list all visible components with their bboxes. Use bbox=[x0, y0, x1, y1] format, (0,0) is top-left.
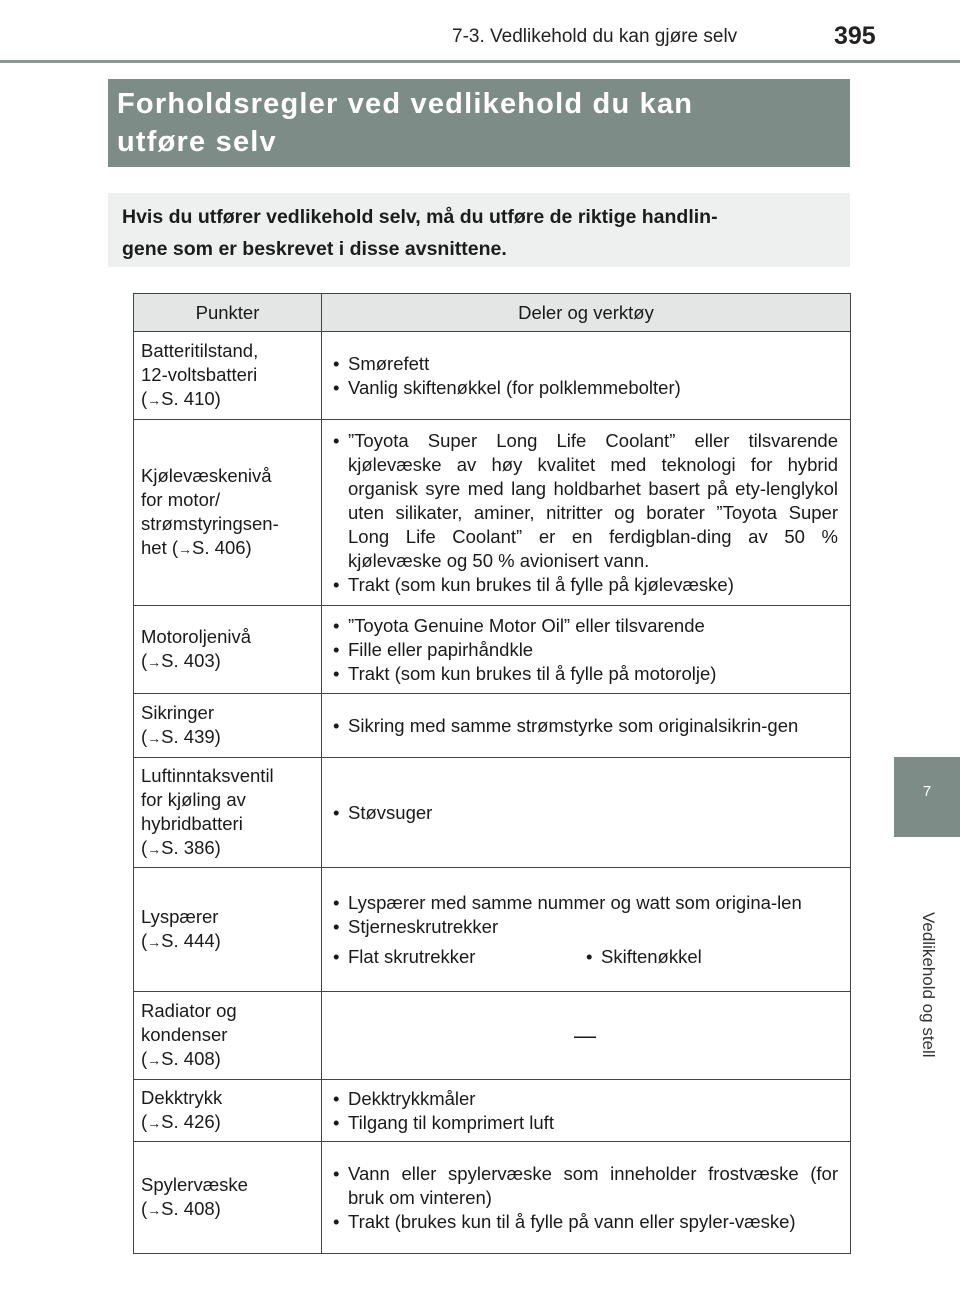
item-name: Kjølevæskenivå bbox=[141, 465, 272, 486]
page-ref-text: S. 410) bbox=[161, 388, 221, 409]
page-reference: (→S. 439) bbox=[141, 726, 221, 747]
page-reference: (→S. 410) bbox=[141, 388, 221, 409]
header-rule bbox=[0, 60, 960, 63]
arrow-icon: → bbox=[147, 654, 162, 670]
intro-line2: gene som er beskrevet i disse avsnittene. bbox=[122, 238, 507, 260]
item-name: Motoroljenivå bbox=[141, 626, 252, 647]
item-name: for motor/ bbox=[141, 489, 221, 510]
item-name: Sikringer bbox=[141, 702, 214, 723]
tools-cell bbox=[322, 992, 851, 1080]
list-item: • Lyspærer med samme nummer og watt som origina-len bbox=[332, 891, 838, 915]
item-name: Batteritilstand, bbox=[141, 340, 259, 361]
no-tools-dash: — bbox=[574, 1022, 596, 1048]
item-cell bbox=[134, 332, 322, 420]
arrow-icon: → bbox=[147, 1115, 162, 1131]
arrow-icon: → bbox=[147, 1202, 162, 1218]
page-ref-text: S. 408) bbox=[161, 1198, 221, 1219]
chapter-number: 7 bbox=[922, 783, 932, 800]
item-name: het ( bbox=[141, 537, 179, 558]
page-reference: (→S. 403) bbox=[141, 650, 221, 671]
item-name: strømstyringsen- bbox=[141, 513, 279, 534]
list-item: • Trakt (brukes kun til å fylle på vann eller spyler-væske) bbox=[332, 1210, 838, 1234]
table-row bbox=[134, 868, 851, 992]
page-title-line1: Forholdsregler ved vedlikehold du kan bbox=[117, 88, 694, 120]
item-cell bbox=[134, 606, 322, 694]
table-row bbox=[134, 992, 851, 1080]
page-reference bbox=[141, 536, 313, 561]
item-cell bbox=[134, 1080, 322, 1142]
item-name: hybridbatteri bbox=[141, 813, 243, 834]
intro-line1: Hvis du utfører vedlikehold selv, må du utføre de riktige handlin- bbox=[122, 206, 718, 228]
item-name: 12-voltsbatteri bbox=[141, 364, 258, 385]
item-cell bbox=[134, 758, 322, 868]
list-item: • Stjerneskrutrekker bbox=[332, 915, 838, 939]
arrow-icon: → bbox=[147, 934, 162, 950]
item-cell bbox=[134, 694, 322, 758]
page-reference: (→S. 444) bbox=[141, 930, 221, 951]
page-ref-text: S. 426) bbox=[161, 1111, 221, 1132]
page-number: 395 bbox=[834, 22, 876, 50]
item-name: Luftinntaksventil bbox=[141, 765, 274, 786]
page-ref-text: S. 403) bbox=[161, 650, 221, 671]
list-item: • Fille eller papirhåndkle bbox=[332, 638, 838, 662]
item-name: Radiator og bbox=[141, 1000, 237, 1021]
list-item: • Flat skrutrekker bbox=[332, 945, 585, 969]
list-item: • Trakt (som kun brukes til å fylle på kjølevæske) bbox=[332, 573, 838, 597]
page-ref-text: S. 406) bbox=[192, 537, 252, 558]
tools-cell bbox=[322, 758, 851, 868]
tools-cell bbox=[322, 1142, 851, 1254]
table-row bbox=[134, 606, 851, 694]
item-name: Spylervæske bbox=[141, 1174, 248, 1195]
page-reference: (→S. 408) bbox=[141, 1198, 221, 1219]
item-name: for kjøling av bbox=[141, 789, 246, 810]
arrow-icon: → bbox=[147, 392, 162, 408]
page-ref-text: S. 408) bbox=[161, 1048, 221, 1069]
item-name: Dekktrykk bbox=[141, 1087, 223, 1108]
column-header-tools: Deler og verktøy bbox=[322, 294, 851, 332]
list-item: • Vanlig skiftenøkkel (for polklemmebolter) bbox=[332, 376, 838, 400]
list-item: • Dekktrykkmåler bbox=[332, 1087, 838, 1111]
tools-cell bbox=[322, 332, 851, 420]
arrow-icon: → bbox=[147, 730, 162, 746]
table-row bbox=[134, 694, 851, 758]
tools-cell bbox=[322, 868, 851, 992]
header-section-title: 7-3. Vedlikehold du kan gjøre selv bbox=[452, 26, 738, 47]
item-cell bbox=[134, 868, 322, 992]
table-row bbox=[134, 758, 851, 868]
item-name: Lyspærer bbox=[141, 906, 219, 927]
table-row bbox=[134, 1080, 851, 1142]
page-title-line2: utføre selv bbox=[117, 126, 277, 158]
arrow-icon: → bbox=[178, 541, 193, 557]
item-cell bbox=[134, 420, 322, 606]
page-ref-text: S. 439) bbox=[161, 726, 221, 747]
list-item: • Tilgang til komprimert luft bbox=[332, 1111, 838, 1135]
tools-cell bbox=[322, 606, 851, 694]
tools-cell bbox=[322, 420, 851, 606]
table-row bbox=[134, 1142, 851, 1254]
page-ref-text: S. 444) bbox=[161, 930, 221, 951]
list-item: • Skiftenøkkel bbox=[585, 945, 838, 969]
table-row bbox=[134, 332, 851, 420]
chapter-tab bbox=[894, 757, 960, 837]
arrow-icon: → bbox=[147, 1052, 162, 1068]
arrow-icon: → bbox=[147, 841, 162, 857]
intro-box bbox=[108, 193, 850, 267]
tools-cell bbox=[322, 1080, 851, 1142]
item-cell bbox=[134, 992, 322, 1080]
chapter-label: Vedlikehold og stell bbox=[919, 912, 938, 1058]
list-item: • ”Toyota Super Long Life Coolant” eller tilsvarende kjølevæske av høy kvalitet med teknologi for hybrid organisk syre med lang holdbarhet basert på ety-lenglykol uten silikater, aminer, nitritter og borater ”Toyota Super Long Life Coolant” er en ferdigblan-ding av 50 % kjølevæske og 50 % avionisert vann. bbox=[332, 429, 838, 573]
list-item: • Trakt (som kun brukes til å fylle på motorolje) bbox=[332, 662, 838, 686]
maintenance-table bbox=[133, 293, 851, 1254]
column-header-items: Punkter bbox=[134, 294, 322, 332]
tools-cell bbox=[322, 694, 851, 758]
item-name: kondenser bbox=[141, 1024, 228, 1045]
list-item: • Sikring med samme strømstyrke som originalsikrin-gen bbox=[332, 714, 838, 738]
page-reference: (→S. 426) bbox=[141, 1111, 221, 1132]
list-item: • ”Toyota Genuine Motor Oil” eller tilsvarende bbox=[332, 614, 838, 638]
list-item: • Støvsuger bbox=[332, 801, 838, 825]
list-item: • Vann eller spylervæske som inneholder frostvæske (for bruk om vinteren) bbox=[332, 1162, 838, 1210]
page-ref-text: S. 386) bbox=[161, 837, 221, 858]
title-box bbox=[108, 79, 850, 167]
list-item: • Smørefett bbox=[332, 352, 838, 376]
table-row bbox=[134, 420, 851, 606]
page-reference: (→S. 386) bbox=[141, 837, 221, 858]
item-cell bbox=[134, 1142, 322, 1254]
table-header-row bbox=[134, 294, 851, 332]
page-reference: (→S. 408) bbox=[141, 1048, 221, 1069]
